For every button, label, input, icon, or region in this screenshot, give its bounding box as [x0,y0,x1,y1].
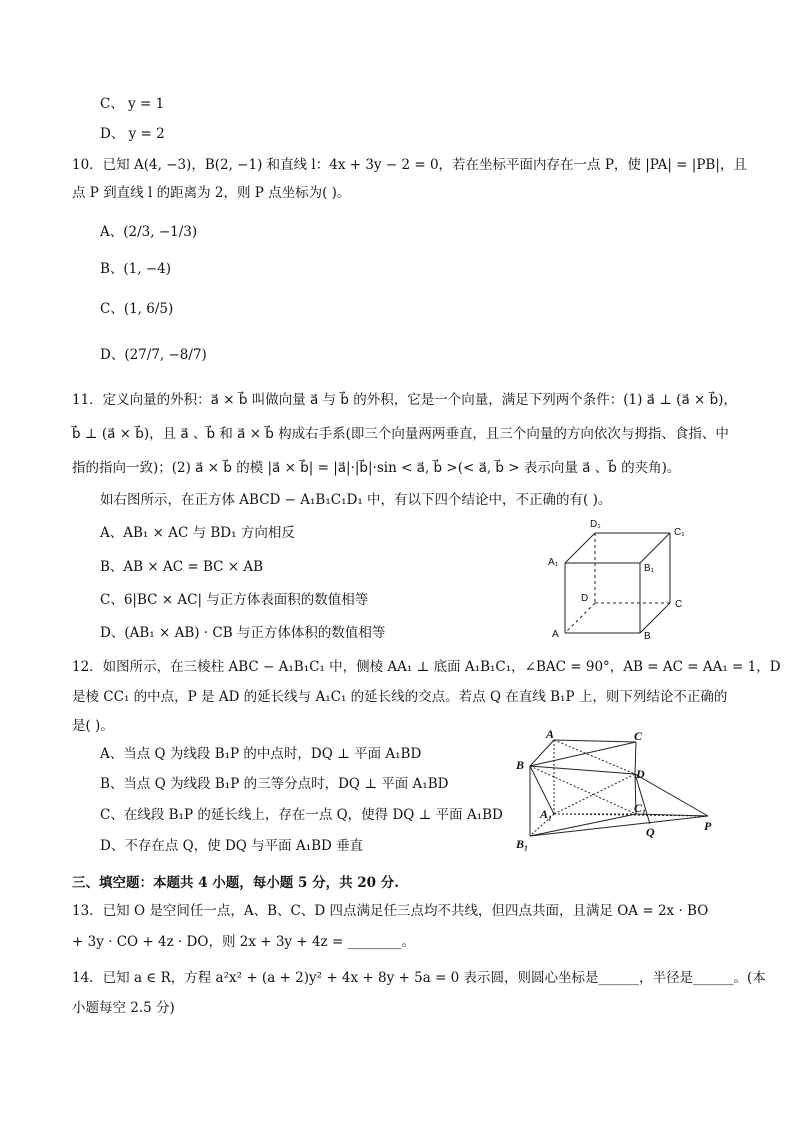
prev-option-c: C、 y = 1 [100,96,165,112]
cube-label-c1: C₁ [674,527,685,538]
q13-stem-line-1: 13．已知 O 是空间任一点，A、B、C、D 四点满足任三点均不共线，但四点共面，且满足 OA = 2x · BO [72,903,709,919]
cube-label-b: B [644,631,651,642]
prism-label-d: D [636,767,645,781]
cube-figure [540,515,700,645]
prism-label-c1: C₁ [634,801,647,815]
prism-label-a: A [546,728,555,741]
prism-label-a1: A₁ [540,807,553,821]
q14-stem-line-2: 小题每空 2.5 分) [72,1000,175,1016]
q10-option-d: D、(27/7, −8/7) [100,347,207,363]
q11-option-a: A、AB₁ × AC 与 BD₁ 方向相反 [100,525,295,541]
q12-stem-line-2: 是棱 CC₁ 的中点，P 是 AD 的延长线与 A₁C₁ 的延长线的交点。若点 Q 在直线 B₁P 上，则下列结论不正确的 [72,689,728,705]
q10-stem-line-1: 10．已知 A(4, −3)，B(2, −1) 和直线 l：4x + 3y − 2 = 0，若在坐标平面内存在一点 P，使 |PA| = |PB|，且 [72,157,747,173]
cube-label-c: C [675,599,683,610]
prism-label-q: Q [646,825,655,839]
q13-stem-line-2: + 3y · CO + 4z · DO，则 2x + 3y + 4z = ________。 [72,934,416,950]
cube-label-a: A [552,629,559,640]
q11-stem-line-2: b⃗ ⊥ (a⃗ × b⃗)，且 a⃗ 、b⃗ 和 a⃗ × b⃗ 构成右手系(即三个向量两两垂直，且三个向量的方向依次与拇指、食指、中 [72,426,729,442]
prism-figure [510,728,730,853]
q11-option-c: C、6|BC × AC| 与正方体表面积的数值相等 [100,592,369,608]
q11-stem-line-4: 如右图所示，在正方体 ABCD − A₁B₁C₁D₁ 中，有以下四个结论中，不正确的有( )。 [100,492,612,508]
prism-label-b1: B₁ [516,837,529,851]
q10-option-a: A、(2/3, −1/3) [100,224,198,240]
q11-stem-line-3: 指的指向一致)；(2) a⃗ × b⃗ 的模 |a⃗ × b⃗| = |a⃗|·|b⃗|·sin < a⃗, b⃗ >(< a⃗, b⃗ > 表示向量 a⃗ 、b⃗ 的夹角)。 [72,460,681,476]
cube-label-d: D [581,593,589,604]
q10-stem-line-2: 点 P 到直线 l 的距离为 2，则 P 点坐标为( )。 [72,185,351,201]
q10-option-b: B、(1, −4) [100,261,172,277]
cube-label-b1: B₁ [644,563,655,574]
cube-label-d1: D₁ [590,519,601,530]
q11-stem-line-1: 11．定义向量的外积：a⃗ × b⃗ 叫做向量 a⃗ 与 b⃗ 的外积，它是一个向量，满足下列两个条件：(1) a⃗ ⊥ (a⃗ × b⃗)， [72,392,737,408]
prism-label-b: B [516,758,525,772]
q12-option-a: A、当点 Q 为线段 B₁P 的中点时，DQ ⊥ 平面 A₁BD [100,746,422,762]
q12-stem-line-1: 12．如图所示，在三棱柱 ABC − A₁B₁C₁ 中，侧棱 AA₁ ⊥ 底面 A₁B₁C₁，∠BAC = 90°，AB = AC = AA₁ = 1，D [72,659,781,675]
prev-option-d: D、 y = 2 [100,126,165,142]
section3-heading: 三、填空题：本题共 4 小题，每小题 5 分，共 20 分. [72,875,399,891]
q10-option-c: C、(1, 6/5) [100,301,174,317]
q14-stem-line-1: 14．已知 a ∈ R，方程 a²x² + (a + 2)y² + 4x + 8y + 5a = 0 表示圆，则圆心坐标是______，半径是______。(本 [72,970,766,986]
prism-label-c: C [634,729,643,743]
q12-option-b: B、当点 Q 为线段 B₁P 的三等分点时，DQ ⊥ 平面 A₁BD [100,776,449,792]
q11-option-d: D、(AB₁ × AB) · CB 与正方体体积的数值相等 [100,625,386,641]
q12-stem-line-3: 是( )。 [72,718,114,734]
cube-label-a1: A₁ [548,557,559,568]
q12-option-d: D、不存在点 Q，使 DQ 与平面 A₁BD 垂直 [100,838,364,854]
q12-option-c: C、在线段 B₁P 的延长线上，存在一点 Q，使得 DQ ⊥ 平面 A₁BD [100,807,503,823]
q11-option-b: B、AB × AC = BC × AB [100,559,264,575]
prism-label-p: P [704,819,712,833]
